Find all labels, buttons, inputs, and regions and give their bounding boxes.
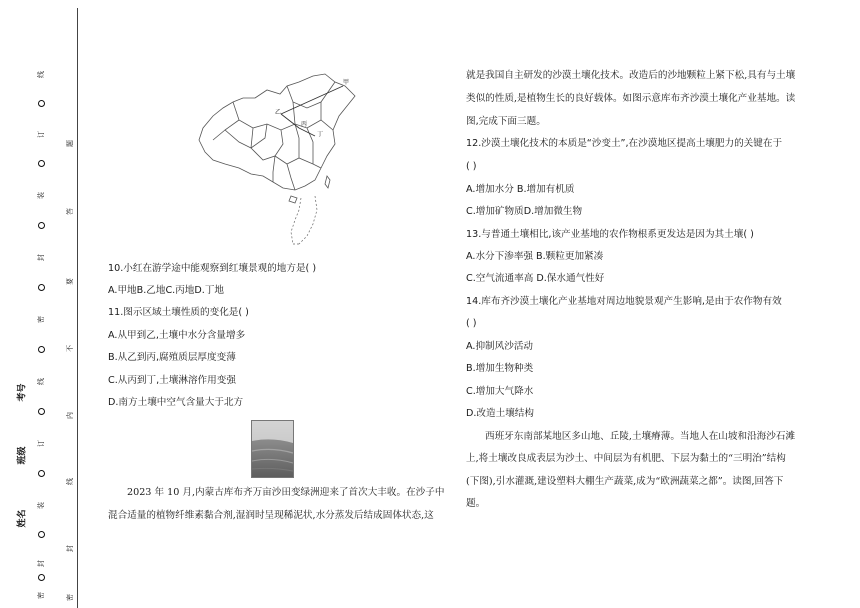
passage-paragraph-2: 混合适量的植物纤维素黏合剂,湿润时呈现稀泥状,水分蒸发后结成固体状态,这 (108, 510, 434, 521)
passage-continuation-1: 就是我国自主研发的沙漠土壤化技术。改造后的沙地颗粒上紧下松,具有与土壤 (466, 70, 796, 81)
map-marker-bing: 丙 (301, 121, 308, 128)
binding-char: 答 (66, 208, 74, 215)
binding-circle (38, 100, 45, 107)
binding-char: 不 (66, 345, 74, 352)
question-14-option-c: C.增加大气降水 (466, 386, 534, 397)
binding-char: 装 (37, 192, 45, 199)
question-11-option-d: D.南方土壤中空气含量大于北方 (108, 397, 244, 408)
desert-farmland-photo (251, 420, 294, 478)
binding-margin (0, 0, 80, 608)
binding-circle (38, 408, 45, 415)
binding-char: 订 (37, 440, 45, 447)
question-12: 12.沙漠土壤化技术的本质是“沙变土”,在沙漠地区提高土壤肥力的关键在于 (466, 138, 783, 149)
binding-char: 线 (37, 71, 45, 78)
question-13-options-cd: C.空气流通率高 D.保水通气性好 (466, 273, 605, 284)
map-marker-ding: 丁 (317, 131, 324, 138)
passage-continuation-3: 图,完成下面三题。 (466, 116, 546, 127)
question-11-option-c: C.从丙到丁,土壤淋溶作用变强 (108, 375, 236, 386)
passage-paragraph-4: 上,将土壤改良成表层为沙土、中间层为有机肥、下层为黏土的“三明治”结构 (466, 453, 786, 464)
binding-char: 封 (37, 254, 45, 261)
binding-char: 封 (66, 545, 74, 552)
question-14-option-d: D.改造土壤结构 (466, 408, 534, 419)
binding-char: 内 (66, 412, 74, 419)
binding-line (77, 8, 78, 608)
question-14: 14.库布齐沙漠土壤化产业基地对周边地貌景观产生影响,是由于农作物有效 (466, 296, 782, 307)
question-10-options: A.甲地B.乙地C.丙地D.丁地 (108, 285, 225, 296)
binding-char: 订 (37, 131, 45, 138)
binding-char: 装 (37, 502, 45, 509)
binding-char: 题 (66, 140, 74, 147)
exam-number-label: 考号 (17, 383, 28, 402)
passage-continuation-2: 类似的性质,是植物生长的良好载体。如图示意库布齐沙漠土壤化产业基地。读 (466, 93, 796, 104)
binding-circle (38, 160, 45, 167)
passage-paragraph-3: 西班牙东南部某地区多山地、丘陵,土壤瘠薄。当地人在山坡和沿海沙石滩 (485, 431, 796, 442)
question-11-option-b: B.从乙到丙,腐殖质层厚度变薄 (108, 352, 236, 363)
binding-char: 密 (66, 594, 74, 601)
question-12-paren: ( ) (466, 161, 477, 172)
binding-char: 密 (37, 316, 45, 323)
passage-paragraph-1: 2023 年 10 月,内蒙古库布齐万亩沙田变绿洲迎来了首次大丰收。在沙子中 (127, 487, 445, 498)
class-label: 班级 (17, 446, 28, 465)
question-13-options-ab: A.水分下渗率强 B.颗粒更加紧凑 (466, 251, 604, 262)
binding-char: 封 (37, 560, 45, 567)
binding-circle (38, 284, 45, 291)
question-14-option-a: A.抑制风沙活动 (466, 341, 534, 352)
binding-circle (38, 574, 45, 581)
binding-circle (38, 346, 45, 353)
binding-char: 线 (66, 478, 74, 485)
question-10: 10.小红在游学途中能观察到红壤景观的地方是( ) (108, 263, 317, 274)
china-map-figure (195, 68, 365, 250)
passage-paragraph-5: (下图),引水灌溉,建设塑料大棚生产蔬菜,成为“欧洲蔬菜之都”。读图,回答下 (466, 476, 784, 487)
binding-char: 密 (37, 592, 45, 599)
map-marker-yi: 乙 (275, 109, 282, 116)
passage-paragraph-6: 题。 (466, 498, 486, 509)
name-label: 姓名 (17, 509, 28, 528)
binding-char: 线 (37, 378, 45, 385)
question-12-options-ab: A.增加水分 B.增加有机质 (466, 184, 575, 195)
question-11: 11.图示区域土壤性质的变化是( ) (108, 307, 249, 318)
question-12-options-cd: C.增加矿物质D.增加微生物 (466, 206, 583, 217)
binding-char: 要 (66, 278, 74, 285)
binding-circle (38, 531, 45, 538)
binding-circle (38, 222, 45, 229)
question-14-option-b: B.增加生物种类 (466, 363, 534, 374)
question-13: 13.与普通土壤相比,该产业基地的农作物根系更发达是因为其土壤( ) (466, 229, 754, 240)
question-11-option-a: A.从甲到乙,土壤中水分含量增多 (108, 330, 246, 341)
question-14-paren: ( ) (466, 318, 477, 329)
binding-circle (38, 470, 45, 477)
map-marker-jia: 甲 (343, 79, 350, 86)
